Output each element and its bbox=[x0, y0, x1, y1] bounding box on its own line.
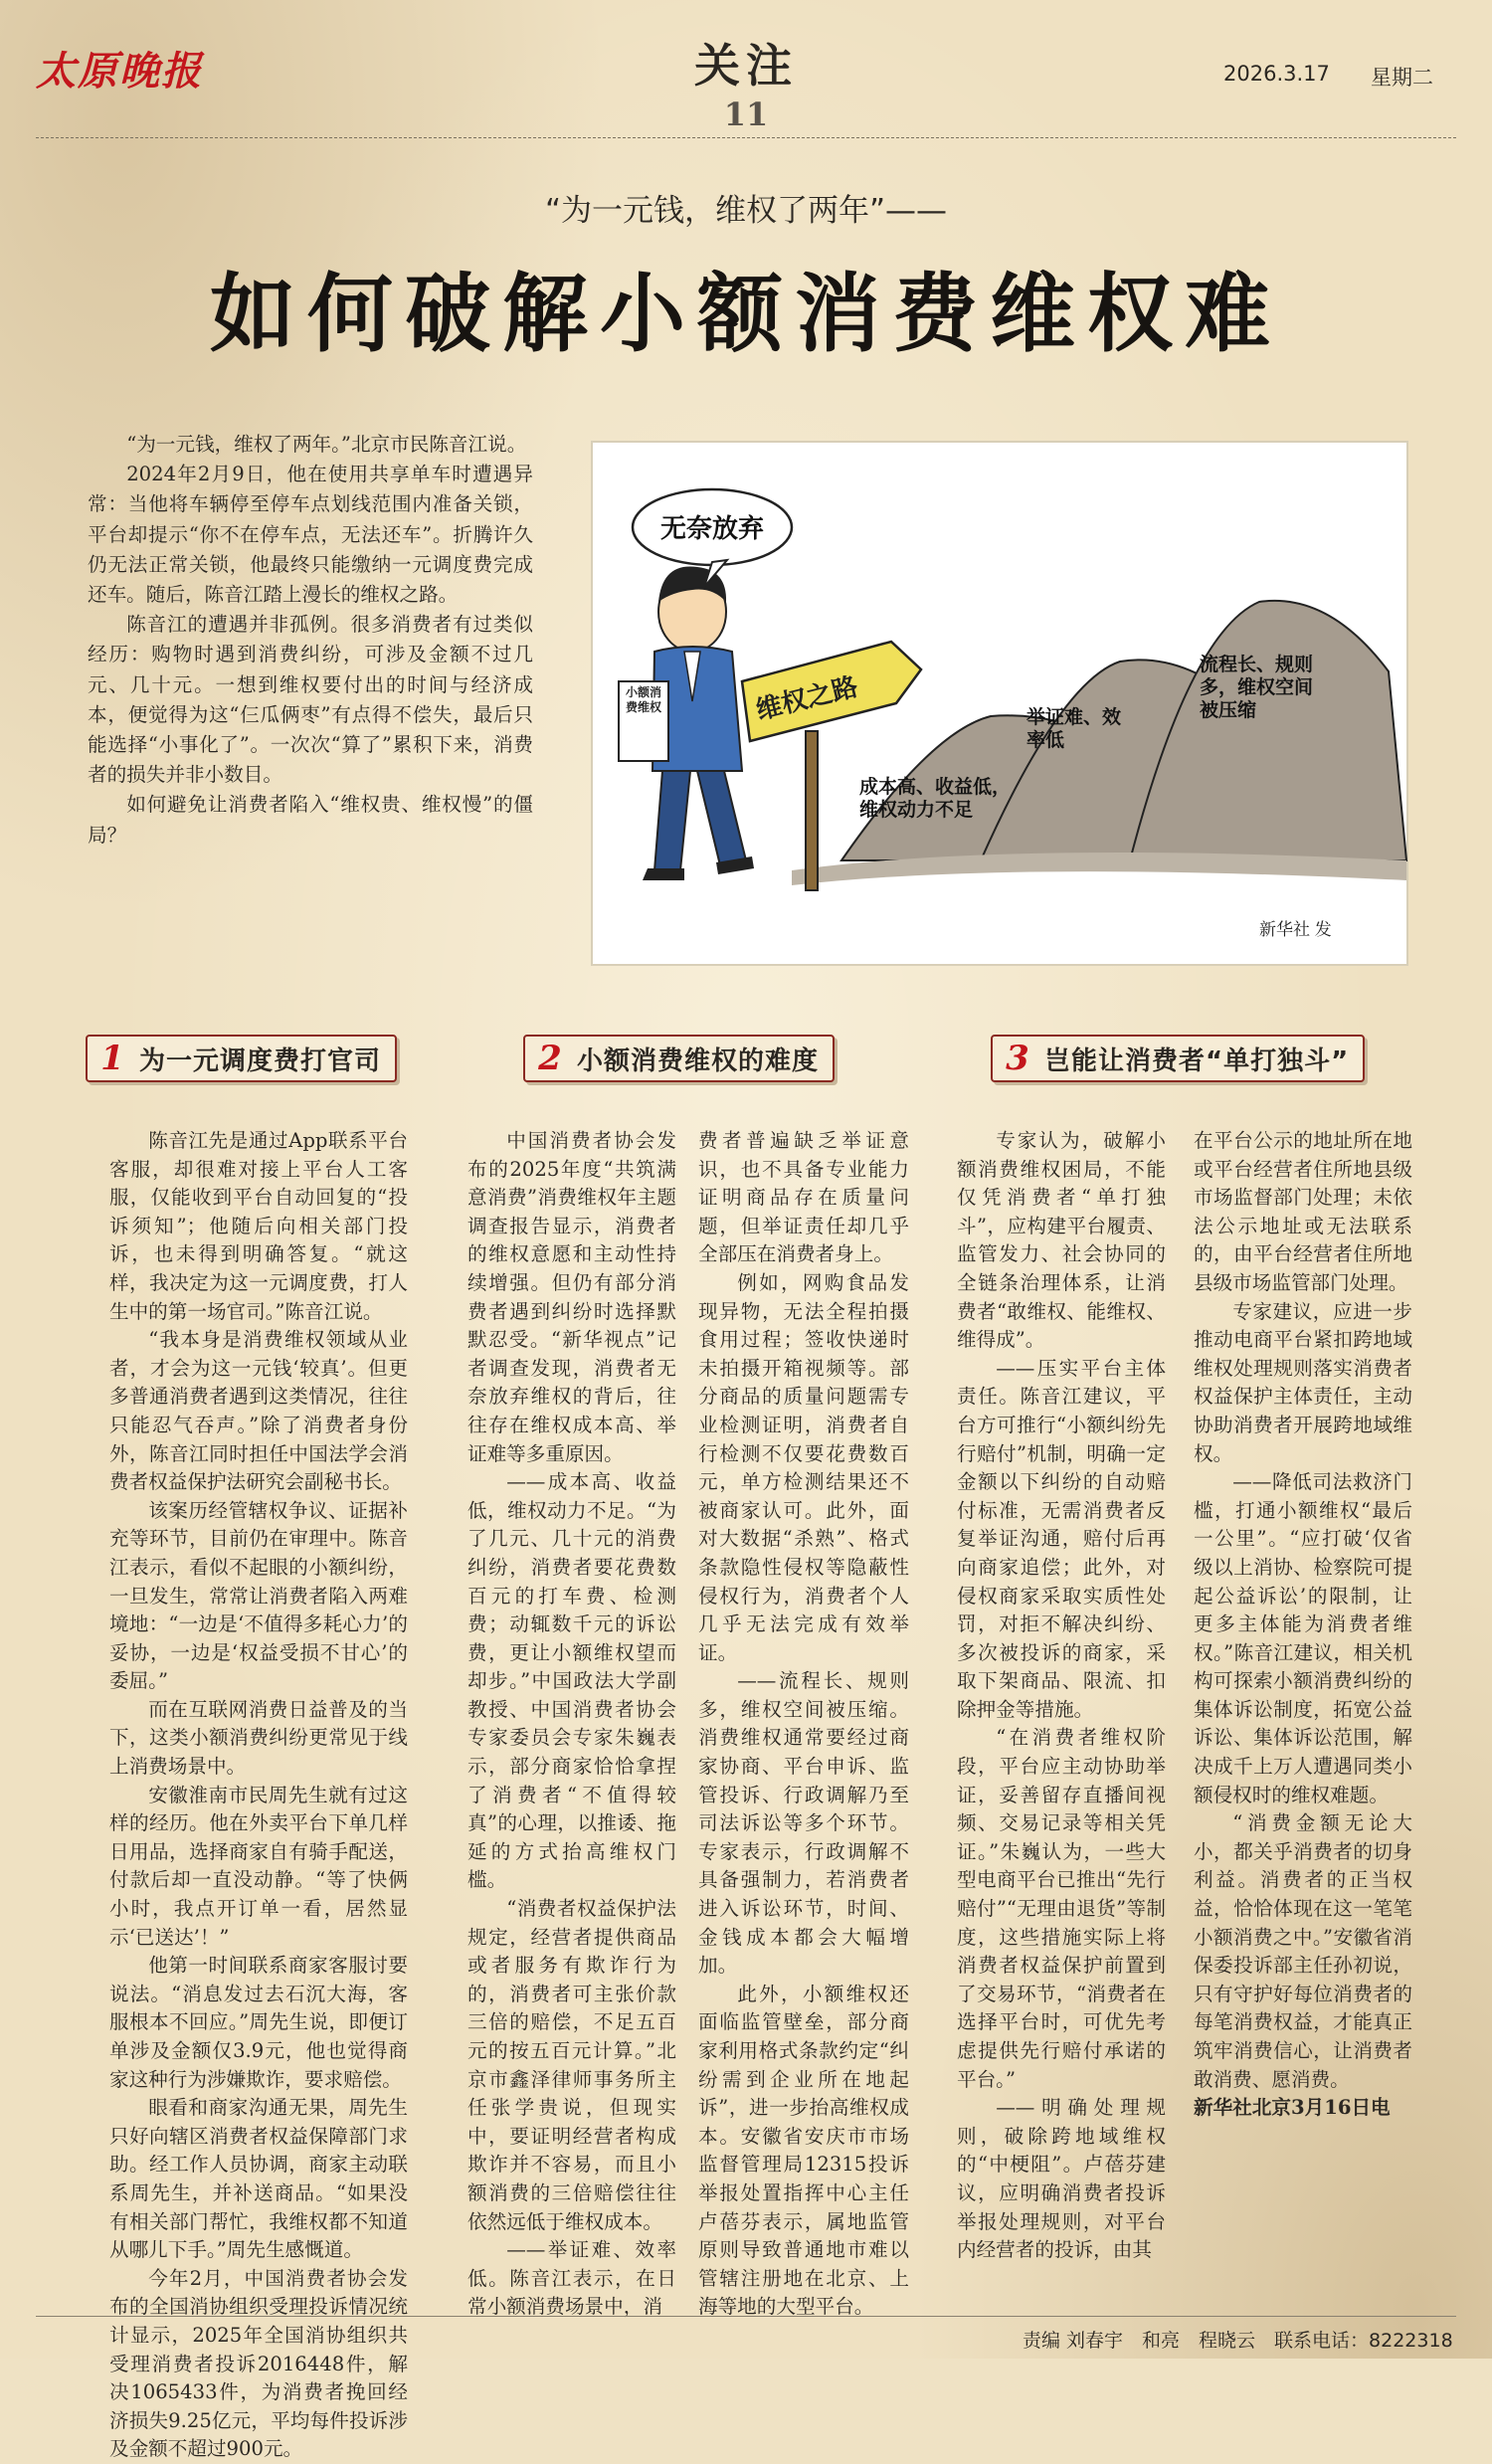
article-paragraph: “消费金额无论大小，都关乎消费者的切身利益。消费者的正当权益，恰恰体现在这一笔笔小额消费之中。”安徽省消保委投诉部主任孙初说，只有守护好每位消费者的每笔消费权益，才能真正筑牢消费信心，让消费者敢消费、愿消费。 bbox=[1194, 1811, 1412, 2091]
article-paragraph: 专家认为，破解小额消费维权困局，不能仅凭消费者“单打独斗”，应构建平台履责、监管发力、社会协同的全链条治理体系，让消费者“敢维权、能维权、维得成”。 bbox=[957, 1129, 1166, 1352]
intro-text bbox=[88, 430, 533, 851]
header-divider bbox=[36, 137, 1456, 138]
article-paragraph: 专家建议，应进一步推动电商平台紧扣跨地域维权处理规则落实消费者权益保护主体责任，主动协助消费者开展跨地域维权。 bbox=[1194, 1299, 1412, 1465]
article-paragraph: “我本身是消费维权领域从业者，才会为这一元钱‘较真’。但更多普通消费者遇到这类情况，往往只能忍气吞声。”除了消费者身份外，陈音江同时担任中国法学会消费者权益保护法研究会副秘书长。 bbox=[109, 1328, 408, 1494]
section-heading-2 bbox=[523, 1035, 835, 1082]
section-number: 1 bbox=[100, 1039, 124, 1078]
article-paragraph: 而在互联网消费日益普及的当下，这类小额消费纠纷更常见于线上消费场景中。 bbox=[109, 1697, 408, 1779]
article-column-4 bbox=[957, 1127, 1166, 2265]
mountain-2-label bbox=[1026, 706, 1136, 766]
section-title-text: 小额消费维权的难度 bbox=[577, 1045, 820, 1076]
article-paragraph: 陈音江先是通过App联系平台客服，却很难对接上平台人工客服，仅能收到平台自动回复的“投诉须知”；他随后向相关部门投诉，也未得到明确答复。“就这样，我决定为这一元调度费，打人生中的第一场官司。”陈音江说。 bbox=[109, 1129, 408, 1323]
intro-paragraph: 陈音江的遭遇并非孤例。很多消费者有过类似经历：购物时遇到消费纠纷，可涉及金额不过几元、几十元。一想到维权要付出的时间与经济成本，便觉得为这“仨瓜俩枣”有点得不偿失，最后只能选择“小事化了”。一次次“算了”累积下来，消费者的损失并非小数目。 bbox=[88, 613, 533, 787]
editor-credits: 责编 刘春宇 和亮 程晓云 联系电话：8222318 bbox=[1023, 2330, 1453, 2352]
article-paragraph: 他第一时间联系商家客服讨要说法。“消息发过去石沉大海，客服根本不回应。”周先生说，即便订单涉及金额仅3.9元，他也觉得商家这种行为涉嫌欺诈，要求赔偿。 bbox=[109, 1954, 408, 2091]
article-paragraph: 眼看和商家沟通无果，周先生只好向辖区消费者权益保障部门求助。经工作人员协调，商家主动联系周先生，并补送商品。“如果没有相关部门帮忙，我维权都不知道从哪儿下手。”周先生感慨道。 bbox=[109, 2096, 408, 2262]
intro-paragraph: “为一元钱，维权了两年。”北京市民陈音江说。 bbox=[126, 433, 527, 456]
article-column-2 bbox=[467, 1127, 676, 2322]
section-title: 关注 bbox=[694, 39, 798, 93]
article-column-3 bbox=[698, 1127, 909, 2322]
article-paragraph: ——举证难、效率低。陈音江表示，在日常小额消费场景中，消 bbox=[467, 2238, 676, 2319]
section-heading-3 bbox=[991, 1035, 1365, 1082]
article-paragraph: 该案历经管辖权争议、证据补充等环节，目前仍在审理中。陈音江表示，看似不起眼的小额纠纷，一旦发生，常常让消费者陷入两难境地：“一边是‘不值得多耗心力’的妥协，一边是‘权益受损不甘心’的委屈。” bbox=[109, 1498, 408, 1693]
article-paragraph: 此外，小额维权还面临监管壁垒，部分商家利用格式条款约定“纠纷需到企业所在地起诉”，进一步抬高维权成本。安徽省安庆市市场监督管理局12315投诉举报处置指挥中心主任卢蓓芬表示，属地监管原则导致普通地市难以管辖注册地在北京、上海等地的大型平台。 bbox=[698, 1982, 909, 2319]
article-column-1 bbox=[109, 1127, 408, 2464]
mountain-3-text: 流程长、规则多，维权空间被压缩 bbox=[1200, 655, 1314, 721]
kicker: “为一元钱，维权了两年”—— bbox=[544, 193, 948, 229]
mountain-1-label bbox=[859, 776, 1019, 865]
section-number: 3 bbox=[1006, 1039, 1029, 1078]
cartoon-svg bbox=[593, 443, 1406, 964]
section-heading-1 bbox=[86, 1035, 397, 1082]
issue-weekday: 星期二 bbox=[1371, 66, 1433, 90]
bubble-text: 无奈放弃 bbox=[659, 513, 765, 543]
article-paragraph: ——流程长、规则多，维权空间被压缩。消费维权通常要经过商家协商、平台申诉、监管投诉、行政调解乃至司法诉讼等多个环节。专家表示，行政调解不具备强制力，若消费者进入诉讼环节，时间、金钱成本都会大幅增加。 bbox=[698, 1669, 909, 1978]
intro-paragraph: 如何避免让消费者陷入“维权贵、维权慢”的僵局？ bbox=[88, 793, 533, 847]
article-column-5 bbox=[1194, 1127, 1412, 2123]
article-paragraph: ——明确处理规则，破除跨地域维权的“中梗阻”。卢蓓芬建议，应明确消费者投诉举报处理规则，对平台内经营者的投诉，由其 bbox=[957, 2096, 1166, 2262]
issue-date: 2026.3.17 bbox=[1223, 62, 1330, 86]
paper-text: 小额消费维权 bbox=[625, 685, 661, 714]
article-paragraph: 在平台公示的地址所在地或平台经营者住所地县级市场监督部门处理；未依法公示地址或无法联系的，由平台经营者住所地县级市场监管部门处理。 bbox=[1194, 1129, 1412, 1294]
masthead-logo: 太原晚报 bbox=[36, 48, 203, 95]
article-paragraph: 例如，网购食品发现异物，无法全程拍摄食用过程；签收快递时未拍摄开箱视频等。部分商品的质量问题需专业检测证明，消费者自行检测不仅要花费数百元，单方检测结果还不被商家认可。此外，面对大数据“杀熟”、格式条款隐性侵权等隐蔽性侵权行为，消费者个人几乎无法完成有效举证。 bbox=[698, 1270, 909, 1664]
article-paragraph: ——压实平台主体责任。陈音江建议，平台方可推行“小额纠纷先行赔付”机制，明确一定金额以下纠纷的自动赔付标准，无需消费者反复举证沟通，赔付后再向商家追偿；此外，对侵权商家采取实质性处罚，对拒不解决纠纷、多次被投诉的商家，采取下架商品、限流、扣除押金等措施。 bbox=[957, 1356, 1166, 1721]
mountain-2-text: 举证难、效率低 bbox=[1026, 707, 1122, 751]
article-paragraph: 今年2月，中国消费者协会发布的全国消协组织受理投诉情况统计显示，2025年全国消协组织共受理消费者投诉2016448件，解决1065433件，为消费者挽回经济损失9.25亿元，平均每件投诉涉及金额不超过900元。 bbox=[109, 2266, 408, 2461]
article-paragraph: 中国消费者协会发布的2025年度“共筑满意消费”消费维权年主题调查报告显示，消费者的维权意愿和主动性持续增强。但仍有部分消费者遇到纠纷时选择默默忍受。“新华视点”记者调查发现，消费者无奈放弃维权的背后，往往存在维权成本高、举证难等多重原因。 bbox=[467, 1129, 676, 1465]
cartoon-illustration bbox=[591, 441, 1408, 966]
mountain-1-text: 成本高、收益低，维权动力不足 bbox=[859, 777, 1012, 821]
footer-divider bbox=[36, 2316, 1456, 2317]
intro-paragraph: 2024年2月9日，他在使用共享单车时遭遇异常：当他将车辆停至停车点划线范围内准备关锁，平台却提示“你不在停车点，无法还车”。折腾许久仍无法正常关锁，他最终只能缴纳一元调度费完成还车。随后，陈音江踏上漫长的维权之路。 bbox=[88, 463, 533, 607]
mountain-3-label bbox=[1200, 654, 1319, 753]
signpost-text: 维权之路 bbox=[753, 670, 861, 725]
article-paragraph: “在消费者维权阶段，平台应主动协助举证，妥善留存直播间视频、交易记录等相关凭证。”朱巍认为，一些大型电商平台已推出“先行赔付”“无理由退货”等制度，这些措施实际上将消费者权益保护前置到了交易环节，“消费者在选择平台时，可优先考虑提供先行赔付承诺的平台。” bbox=[957, 1726, 1166, 2091]
article-paragraph: 费者普遍缺乏举证意识，也不具备专业能力证明商品存在质量问题，但举证责任却几乎全部压在消费者身上。 bbox=[698, 1129, 909, 1266]
article-paragraph: ——降低司法救济门槛，打通小额维权“最后一公里”。“应打破‘仅省级以上消协、检察院可提起公益诉讼’的限制，让更多主体能为消费者维权。”陈音江建议，相关机构可探索小额消费纠纷的集体诉讼制度，拓宽公益诉讼、集体诉讼范围，解决成千上万人遭遇同类小额侵权时的维权难题。 bbox=[1194, 1470, 1412, 1806]
paper-label bbox=[621, 685, 666, 759]
section-title-text: 为一元调度费打官司 bbox=[139, 1045, 382, 1076]
dateline: 新华社北京3月16日电 bbox=[1194, 2096, 1391, 2120]
signpost-pole bbox=[806, 731, 818, 890]
section-number: 2 bbox=[538, 1039, 562, 1078]
article-paragraph: 安徽淮南市民周先生就有过这样的经历。他在外卖平台下单几样日用品，选择商家自有骑手配送，付款后却一直没动静。“等了快俩小时，我点开订单一看，居然显示‘已送达’！” bbox=[109, 1783, 408, 1949]
article-paragraph: “消费者权益保护法规定，经营者提供商品或者服务有欺诈行为的，消费者可主张价款三倍的赔偿，不足五百元的按五百元计算。”北京市鑫泽律师事务所主任张学贵说，但现实中，要证明经营者构成欺诈并不容易，而且小额消费的三倍赔偿往往依然远低于维权成本。 bbox=[467, 1897, 676, 2233]
headline: 如何破解小额消费维权难 bbox=[210, 265, 1282, 364]
cartoon-credit: 新华社 发 bbox=[1259, 920, 1332, 939]
section-title-text: 岂能让消费者“单打独斗” bbox=[1044, 1045, 1350, 1076]
page-number: 11 bbox=[723, 95, 769, 133]
article-paragraph: ——成本高、收益低，维权动力不足。“为了几元、几十元的消费纠纷，消费者要花费数百元的打车费、检测费；动辄数千元的诉讼费，更让小额维权望而却步。”中国政法大学副教授、中国消费者协会专家委员会专家朱巍表示，部分商家恰恰拿捏了消费者“不值得较真”的心理，以推诿、拖延的方式抬高维权门槛。 bbox=[467, 1470, 676, 1892]
